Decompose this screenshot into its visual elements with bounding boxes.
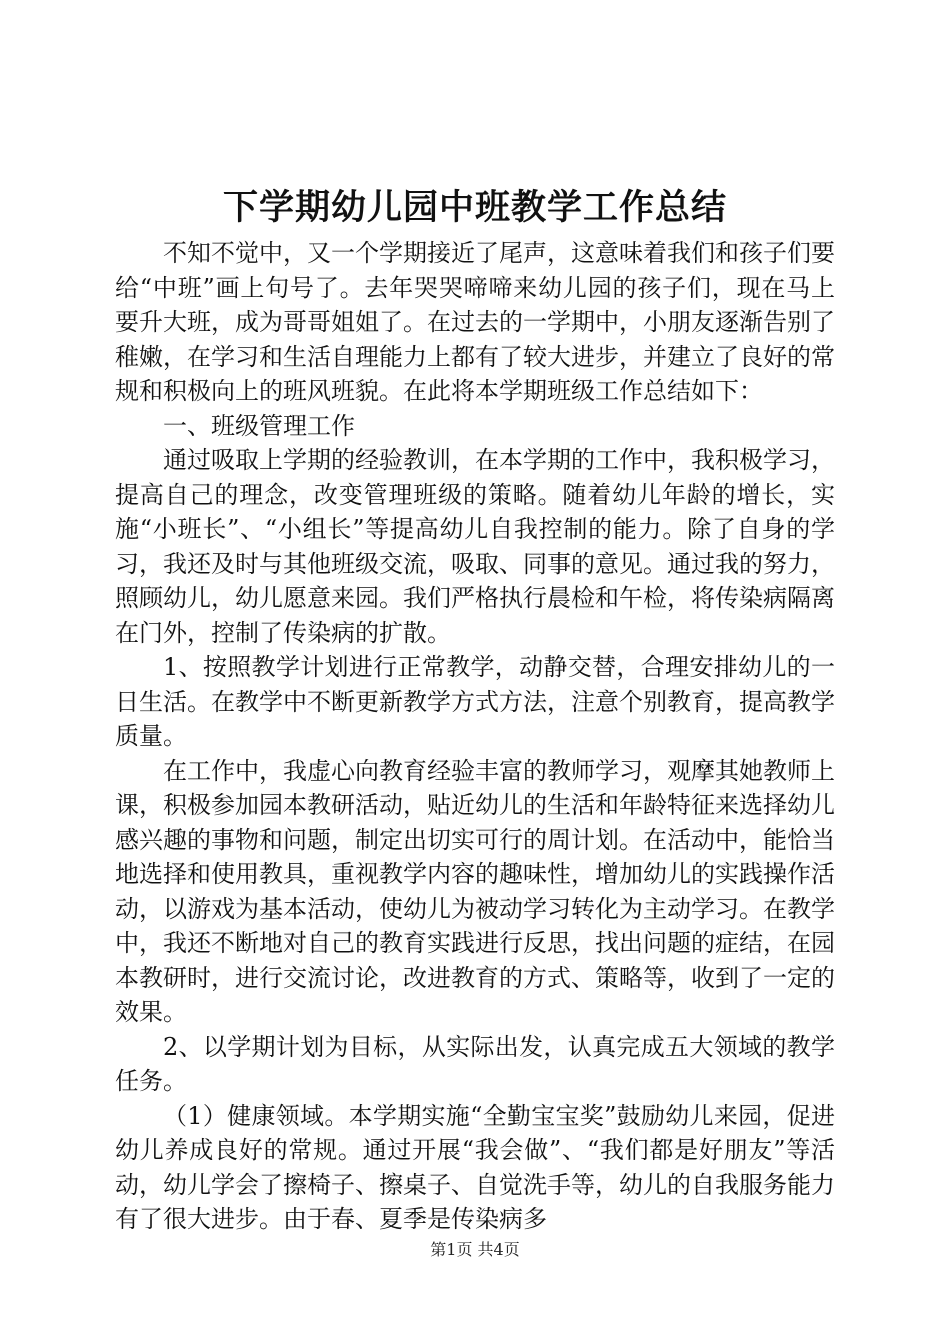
paragraph-intro: 不知不觉中，又一个学期接近了尾声，这意味着我们和孩子们要给“中班”画上句号了。去年哭哭啼啼来幼儿园的孩子们，现在马上要升大班，成为哥哥姐姐了。在过去的一学期中，小朋友逐渐告别了稚嫩，在学习和生活自理能力上都有了较大进步，并建立了良好的常规和积极向上的班风班貌。在此将本学期班级工作总结如下： bbox=[115, 239, 835, 405]
page-number-footer: 第1页 共4页 bbox=[430, 1240, 520, 1259]
section-heading-class-management: 一、班级管理工作 bbox=[163, 411, 355, 440]
paragraph-five-domains: 2、以学期计划为目标，从实际出发，认真完成五大领域的教学任务。 bbox=[115, 1032, 835, 1095]
paragraph-teaching-plan: 1、按照教学计划进行正常教学，动静交替，合理安排幼儿的一日生活。在教学中不断更新教学方式方法，注意个别教育，提高教学质量。 bbox=[115, 653, 835, 750]
paragraph-class-management: 通过吸取上学期的经验教训，在本学期的工作中，我积极学习，提高自己的理念，改变管理班级的策略。随着幼儿年龄的增长，实施“小班长”、“小组长”等提高幼儿自我控制的能力。除了自身的学习，我还及时与其他班级交流，吸取、同事的意见。通过我的努力，照顾幼儿，幼儿愿意来园。我们严格执行晨检和午检，将传染病隔离在门外，控制了传染病的扩散。 bbox=[115, 446, 835, 647]
paragraph-teaching-reflection: 在工作中，我虚心向教育经验丰富的教师学习，观摩其她教师上课，积极参加园本教研活动，贴近幼儿的生活和年龄特征来选择幼儿感兴趣的事物和问题，制定出切实可行的周计划。在活动中，能恰当地选择和使用教具，重视教学内容的趣味性，增加幼儿的实践操作活动，以游戏为基本活动，使幼儿为被动学习转化为主动学习。在教学中，我还不断地对自己的教育实践进行反思，找出问题的症结，在园本教研时，进行交流讨论，改进教育的方式、策略等，收到了一定的效果。 bbox=[115, 756, 835, 1026]
paragraph-health-domain: （1）健康领域。本学期实施“全勤宝宝奖”鼓励幼儿来园，促进幼儿养成良好的常规。通过开展“我会做”、“我们都是好朋友”等活动，幼儿学会了擦椅子、擦桌子、自觉洗手等，幼儿的自我服务能力有了很大进步。由于春、夏季是传染病多 bbox=[115, 1101, 835, 1233]
document-title: 下学期幼儿园中班教学工作总结 bbox=[222, 187, 727, 228]
document-body bbox=[115, 236, 835, 1237]
